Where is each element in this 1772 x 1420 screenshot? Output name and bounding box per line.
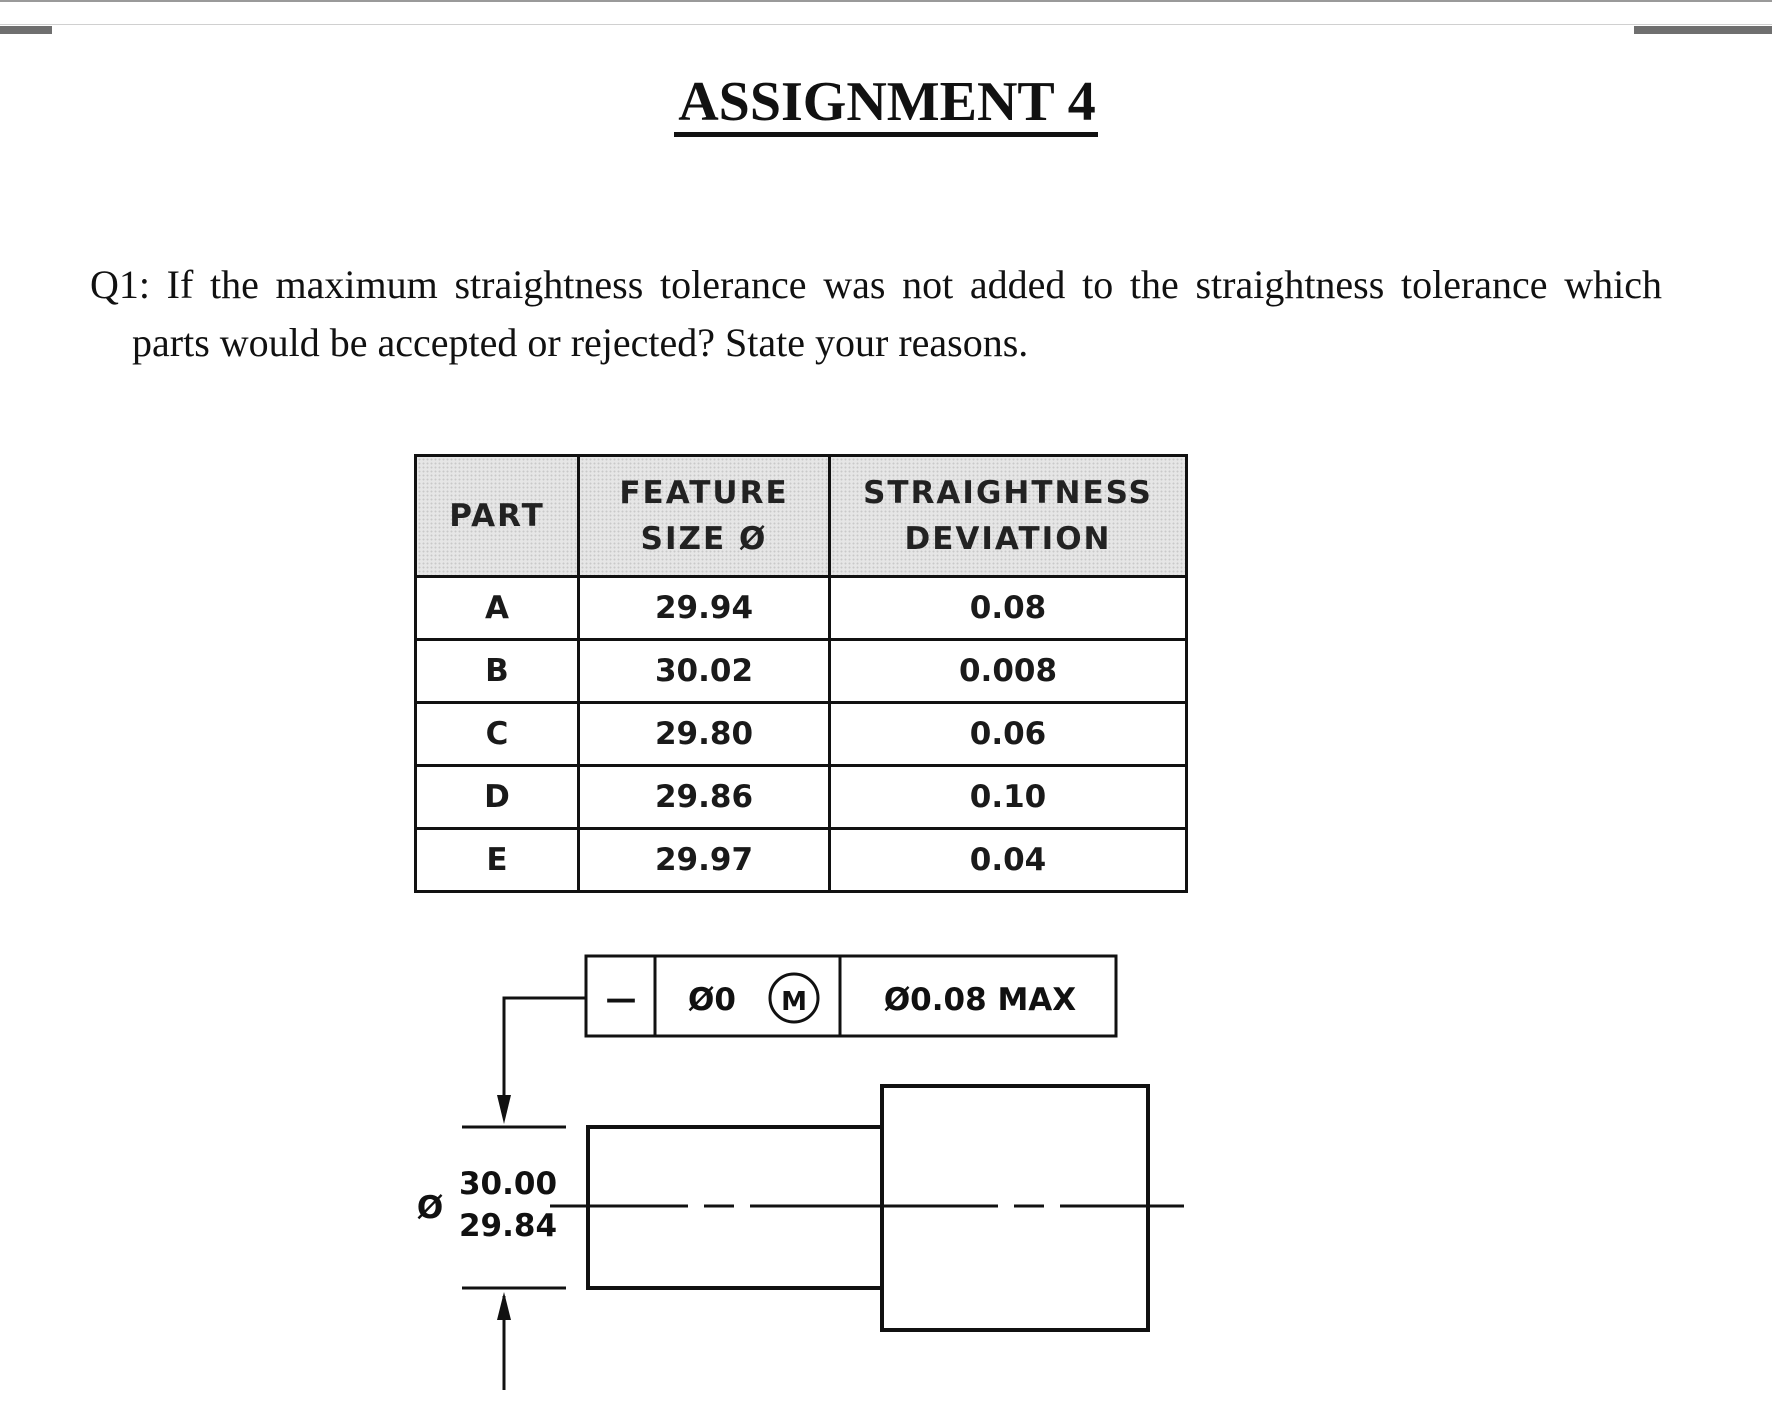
cell-part: D <box>416 766 579 829</box>
straightness-symbol: — <box>605 981 637 1017</box>
cell-size: 29.97 <box>579 829 830 892</box>
cell-part: B <box>416 640 579 703</box>
fcf-max-tolerance: Ø0.08 MAX <box>883 982 1077 1018</box>
cell-deviation: 0.008 <box>830 640 1187 703</box>
large-cylinder-profile <box>882 1086 1148 1330</box>
dimension-arrowhead-lower <box>497 1292 511 1320</box>
cell-size: 29.94 <box>579 577 830 640</box>
cell-part: A <box>416 577 579 640</box>
question-text: Q1: If the maximum straightness tolerance was not added to the straightness tolerance which parts would be accepted or rejected? State your reasons. <box>90 262 1662 365</box>
header-part: PART <box>416 456 579 577</box>
size-lower-limit: 29.84 <box>458 1208 558 1244</box>
mmc-modifier: M <box>781 987 807 1017</box>
cell-size: 29.80 <box>579 703 830 766</box>
page-title-text: ASSIGNMENT 4 <box>674 72 1098 137</box>
header-feature-line1: FEATURE <box>619 475 789 511</box>
cell-size: 29.86 <box>579 766 830 829</box>
cell-part: E <box>416 829 579 892</box>
leader-arrowhead <box>497 1095 511 1124</box>
cell-deviation: 0.10 <box>830 766 1187 829</box>
cell-size: 30.02 <box>579 640 830 703</box>
cell-part: C <box>416 703 579 766</box>
part-outline <box>588 1086 1148 1330</box>
header-straightness-line1: STRAIGHTNESS <box>863 475 1153 511</box>
header-straightness-line2: DEVIATION <box>904 521 1112 557</box>
size-upper-limit: 30.00 <box>458 1166 558 1202</box>
fcf-tolerance: Ø0 <box>688 982 736 1018</box>
cell-deviation: 0.06 <box>830 703 1187 766</box>
leader-line <box>504 998 586 1118</box>
cell-deviation: 0.04 <box>830 829 1187 892</box>
diameter-symbol: Ø <box>416 1190 444 1226</box>
cell-deviation: 0.08 <box>830 577 1187 640</box>
header-feature-line2: SIZE Ø <box>640 521 768 557</box>
